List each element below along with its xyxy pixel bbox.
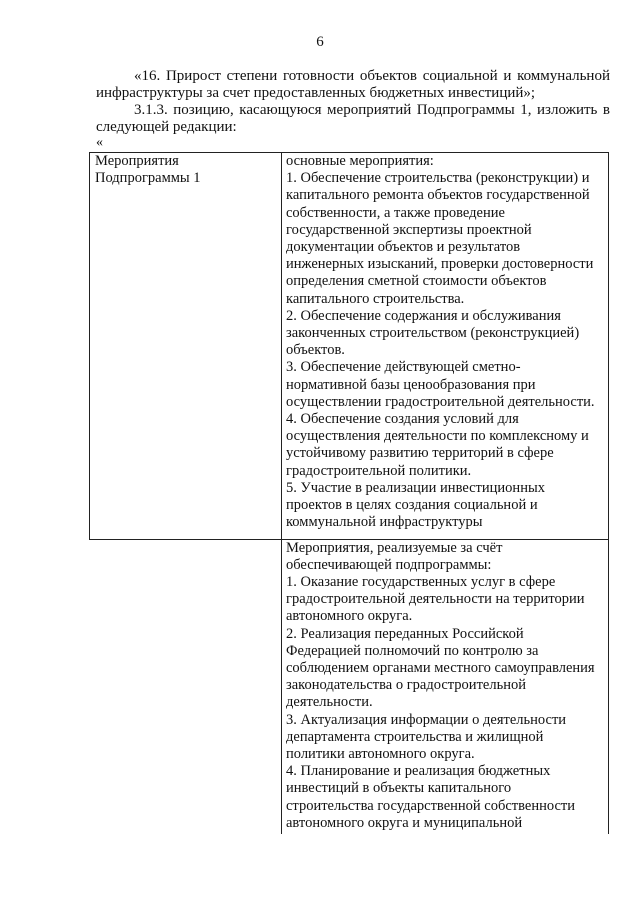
support-measures-line: автономного округа. [286,608,413,625]
main-measures-line: осуществлении градостроительной деятельности. [286,393,595,410]
support-measures-line: автономного округа и муниципальной [286,814,523,831]
support-measures-line: департамента строительства и жилищной [286,728,544,745]
support-measures-line: 3. Актуализация информации о деятельности [286,711,567,728]
main-measures-line: 3. Обеспечение действующей сметно- [286,359,521,376]
support-measures-line: 2. Реализация переданных Российской [286,625,524,642]
main-measures-line: градостроительной политики. [286,462,472,479]
support-measures-line: деятельности. [286,694,373,711]
row-label-line: Мероприятия [95,153,179,169]
main-measures-line: 4. Обеспечение создания условий для [286,411,519,428]
paragraph-3-1-3: 3.1.3. позицию, касающуюся мероприятий Подпрограммы 1, изложить в следующей редакции: [96,102,610,135]
main-measures-line: документации объектов и результатов [286,239,521,256]
support-measures-line: 4. Планирование и реализация бюджетных [286,763,551,780]
support-measures-cell [282,539,609,834]
main-measures-line: проектов в целях создания социальной и [286,497,538,514]
support-measures-line: Федерацией полномочий по контролю за [286,642,539,659]
support-measures-line: градостроительной деятельности на территории [286,591,585,608]
main-measures-cell [282,153,609,540]
page-number: 6 [316,34,324,50]
main-measures-line: инженерных изысканий, проверки достоверности [286,256,594,273]
main-measures-line: осуществления деятельности по комплексному и [286,428,589,445]
main-measures-line: нормативной базы ценообразования при [286,376,536,393]
row-label-cell [90,153,282,540]
support-measures-line: обеспечивающей подпрограммы: [286,556,492,573]
table-row [90,153,609,540]
support-measures-line: законодательства о градостроительной [286,677,526,694]
support-measures-line: политики автономного округа. [286,746,475,762]
support-measures-line: 1. Оказание государственных услуг в сфере [286,573,556,590]
main-measures-line: 5. Участие в реализации инвестиционных [286,479,545,496]
opening-quote-mark: « [96,135,103,150]
main-measures-line: 1. Обеспечение строительства (реконструкции) и [286,170,590,187]
table-row [90,539,609,834]
main-measures-line: основные мероприятия: [286,153,434,169]
main-measures-line: законченных строительством (реконструкцией) [286,325,580,342]
main-measures-line: капитального ремонта объектов государственной [286,187,590,204]
main-measures-line: 2. Обеспечение содержания и обслуживания [286,307,561,324]
row-label-line: Подпрограммы 1 [95,170,201,187]
main-measures-line: устойчивому развитию территорий в сфере [286,445,554,462]
support-measures-line: инвестиций в объекты капитального [286,780,512,797]
main-measures-line: определения сметной стоимости объектов [286,273,547,290]
paragraph-item-16: «16. Прирост степени готовности объектов социальной и коммунальной инфраструктуры за счет предоставленных бюджетных инвестиций»; [96,68,610,101]
subprogram-measures-table [89,152,609,834]
main-measures-line: капитального строительства. [286,290,465,307]
support-measures-line: соблюдением органами местного самоуправления [286,659,595,676]
empty-label-cell [90,539,282,834]
support-measures-line: строительства государственной собственности [286,797,575,814]
main-measures-line: объектов. [286,342,345,359]
main-measures-line: собственности, а также проведение [286,204,505,221]
support-measures-line: Мероприятия, реализуемые за счёт [286,539,503,556]
main-measures-line: государственной экспертизы проектной [286,221,532,238]
main-measures-line: коммунальной инфраструктуры [286,514,483,531]
